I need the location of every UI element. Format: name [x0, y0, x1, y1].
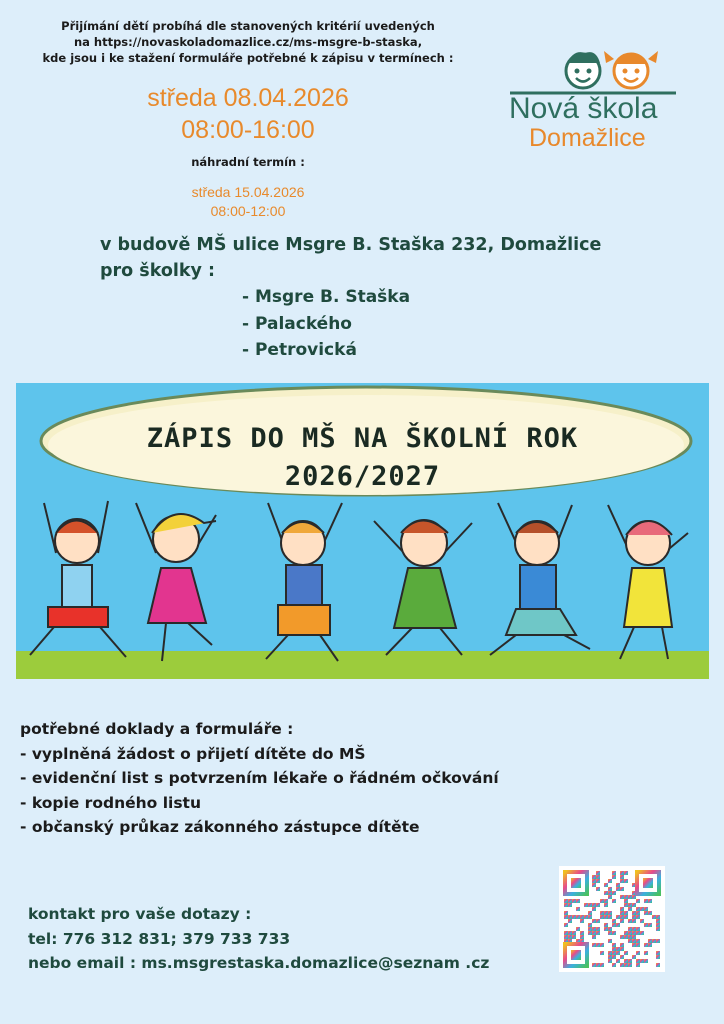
banner-title-line: ZÁPIS DO MŠ NA ŠKOLNÍ ROK	[146, 423, 579, 454]
main-term-time: 08:00-16:00	[181, 116, 315, 144]
school-item: - Msgre B. Staška	[242, 287, 411, 307]
intro-text	[18, 18, 478, 66]
venue-address: v budově MŠ ulice Msgre B. Staška 232, Domažlice	[100, 235, 602, 255]
school-item: - Palackého	[242, 313, 352, 334]
document-item: - kopie rodného listu	[20, 793, 201, 812]
venue-schools-label: pro školky :	[100, 261, 216, 281]
contact-email: nebo email : ms.msgrestaska.domazlice@seznam .cz	[28, 954, 490, 972]
intro-line: Přijímání dětí probíhá dle stanovených kritérií uvedených	[61, 19, 435, 33]
intro-line-url: na https://novaskoladomazlice.cz/ms-msgre-b-staska,	[73, 35, 423, 49]
document-item: - evidenční list s potvrzením lékaře o řádném očkování	[20, 769, 499, 787]
school-item: - Petrovická	[242, 340, 357, 360]
contact-phone: tel: 776 312 831; 379 733 733	[28, 929, 291, 948]
logo-subtitle: Domažlice	[529, 124, 646, 152]
documents-section	[20, 717, 499, 840]
logo-title: Nová škola	[509, 92, 658, 125]
qr-code-icon[interactable]	[559, 866, 665, 972]
alt-term-time: 08:00-12:00	[210, 203, 286, 219]
contact-heading: kontakt pro vaše dotazy :	[28, 905, 252, 923]
alt-term-label: náhradní termín :	[191, 155, 305, 169]
banner-title	[16, 420, 709, 496]
document-item: - občanský průkaz zákonného zástupce dítěte	[20, 818, 420, 836]
banner-title-year: 2026/2027	[284, 461, 441, 492]
intro-line: kde jsou i ke stažení formuláře potřebné k zápisu v termínech :	[42, 51, 454, 65]
documents-heading: potřebné doklady a formuláře :	[20, 720, 294, 738]
school-list	[242, 284, 410, 364]
main-term	[98, 82, 398, 146]
alt-term	[98, 183, 398, 221]
alt-term-date: středa 15.04.2026	[191, 184, 305, 200]
venue	[100, 232, 601, 284]
document-item: - vyplněná žádost o přijetí dítěte do MŠ	[20, 744, 366, 763]
contact-section	[28, 902, 489, 976]
main-term-date: středa 08.04.2026	[147, 84, 349, 112]
